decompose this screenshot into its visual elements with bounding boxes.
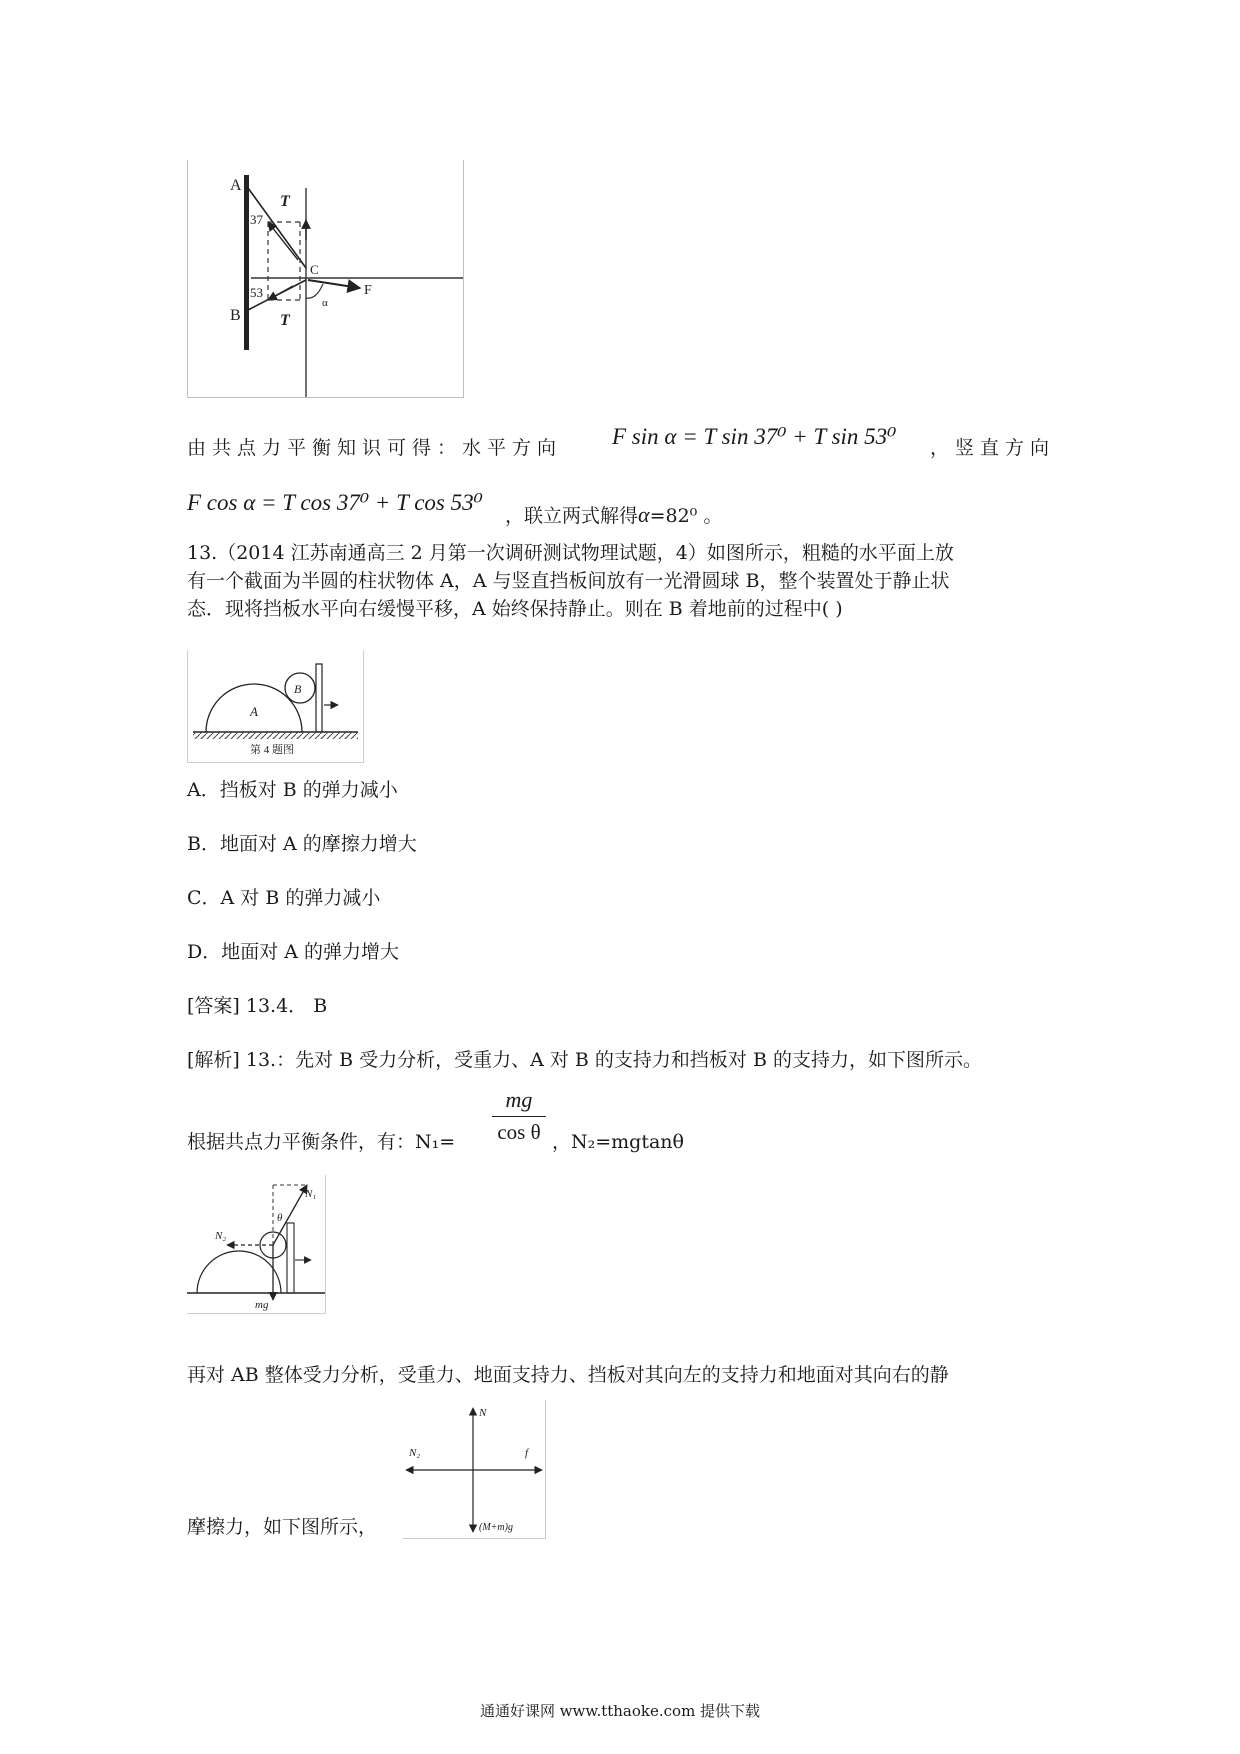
option-c: C．A 对 B 的弹力减小 (187, 887, 381, 909)
para-prefix: 由共点力平衡知识可得：水平方向 (187, 437, 563, 459)
option-b: B．地面对 A 的摩擦力增大 (187, 833, 417, 855)
para-solution (505, 500, 722, 531)
para-final-line2: 摩擦力，如下图所示， (187, 1516, 378, 1538)
equation-horizontal: F sin α = T sin 37⁰ + T sin 53⁰ (612, 424, 897, 449)
fig4-label-N: N (479, 1407, 487, 1419)
option-d: D．地面对 A 的弹力增大 (187, 941, 400, 963)
label-C: C (310, 262, 319, 277)
formula-suffix: ，N₂=mgtanθ (552, 1131, 684, 1153)
answer: [答案] 13.4． B (187, 995, 328, 1017)
para-vertical-label (930, 433, 1055, 463)
fig4-label-N2: N₂ (409, 1447, 421, 1459)
ball-force-figure (187, 1175, 326, 1314)
fraction-bar (492, 1116, 546, 1117)
fraction-denominator: cos θ (497, 1120, 541, 1144)
solution-prefix: ，联立两式解得 (505, 505, 639, 527)
fig3-label-N2: N₂ (215, 1230, 227, 1242)
wall (244, 175, 249, 350)
alpha-symbol: α (638, 502, 650, 527)
tension-arrow-bottom (268, 286, 293, 300)
fig3-label-mg: mg (255, 1299, 269, 1311)
fig3-label-theta: θ (277, 1212, 283, 1224)
fig4-label-Mmg: (M+m)g (479, 1522, 513, 1533)
solution-value: =82⁰ 。 (649, 505, 723, 527)
label-angle-37: 37 (250, 212, 263, 227)
fig3-label-N1: N₁ (305, 1188, 317, 1200)
alpha-arc (306, 284, 323, 298)
label-A: A (230, 177, 242, 194)
fig2-label-A: A (250, 704, 258, 719)
baffle (316, 664, 322, 732)
label-B: B (230, 307, 241, 324)
label-T-top: T (280, 193, 290, 210)
label-F: F (364, 283, 372, 298)
fraction (488, 1086, 550, 1145)
fig2-label-B: B (294, 682, 302, 696)
question-13-line2: 有一个截面为半圆的柱状物体 A，A 与竖直挡板间放有一光滑圆球 B，整个装置处于静止状 (187, 570, 950, 592)
label-alpha: α (322, 297, 328, 309)
para-horizontal-eq (187, 433, 562, 463)
question-13-line3: 态．现将挡板水平向右缓慢平移，A 始终保持静止。则在 B 着地前的过程中( ) (187, 598, 843, 620)
equation-vertical: F cos α = T cos 37⁰ + T cos 53⁰ (187, 490, 483, 515)
force-diagram-1 (187, 160, 464, 398)
label-T-bottom: T (280, 312, 290, 329)
ground-hatch (193, 732, 358, 739)
whole-force-figure (403, 1400, 546, 1539)
fig4-label-f: f (525, 1447, 529, 1459)
rope-top (248, 188, 306, 268)
question-13-line1: 13.（2014 江苏南通高三 2 月第一次调研测试物理试题，4）如图所示，粗糙的水平面上放 (187, 542, 954, 564)
question-figure (187, 650, 364, 763)
analysis: [解析] 13.：先对 B 受力分析，受重力、A 对 B 的支持力和挡板对 B 的支持力，如下图所示。 (187, 1049, 982, 1071)
page-footer: 通通好课网 www.tthaoke.com 提供下载 (479, 1702, 761, 1720)
fig3-baffle (287, 1223, 294, 1293)
formula-prefix: 根据共点力平衡条件，有：N₁= (187, 1131, 456, 1153)
fraction-numerator: mg (505, 1087, 533, 1112)
option-a: A．挡板对 B 的弹力减小 (187, 779, 398, 801)
para-mid: ，竖直方向 (930, 437, 1056, 459)
para-final-line1: 再对 AB 整体受力分析，受重力、地面支持力、挡板对其向左的支持力和地面对其向右的静 (187, 1364, 949, 1386)
tension-arrow-top (268, 222, 298, 260)
fig2-caption: 第 4 题图 (250, 744, 294, 756)
force-F-arrow (308, 280, 360, 288)
label-angle-53: 53 (250, 285, 263, 300)
